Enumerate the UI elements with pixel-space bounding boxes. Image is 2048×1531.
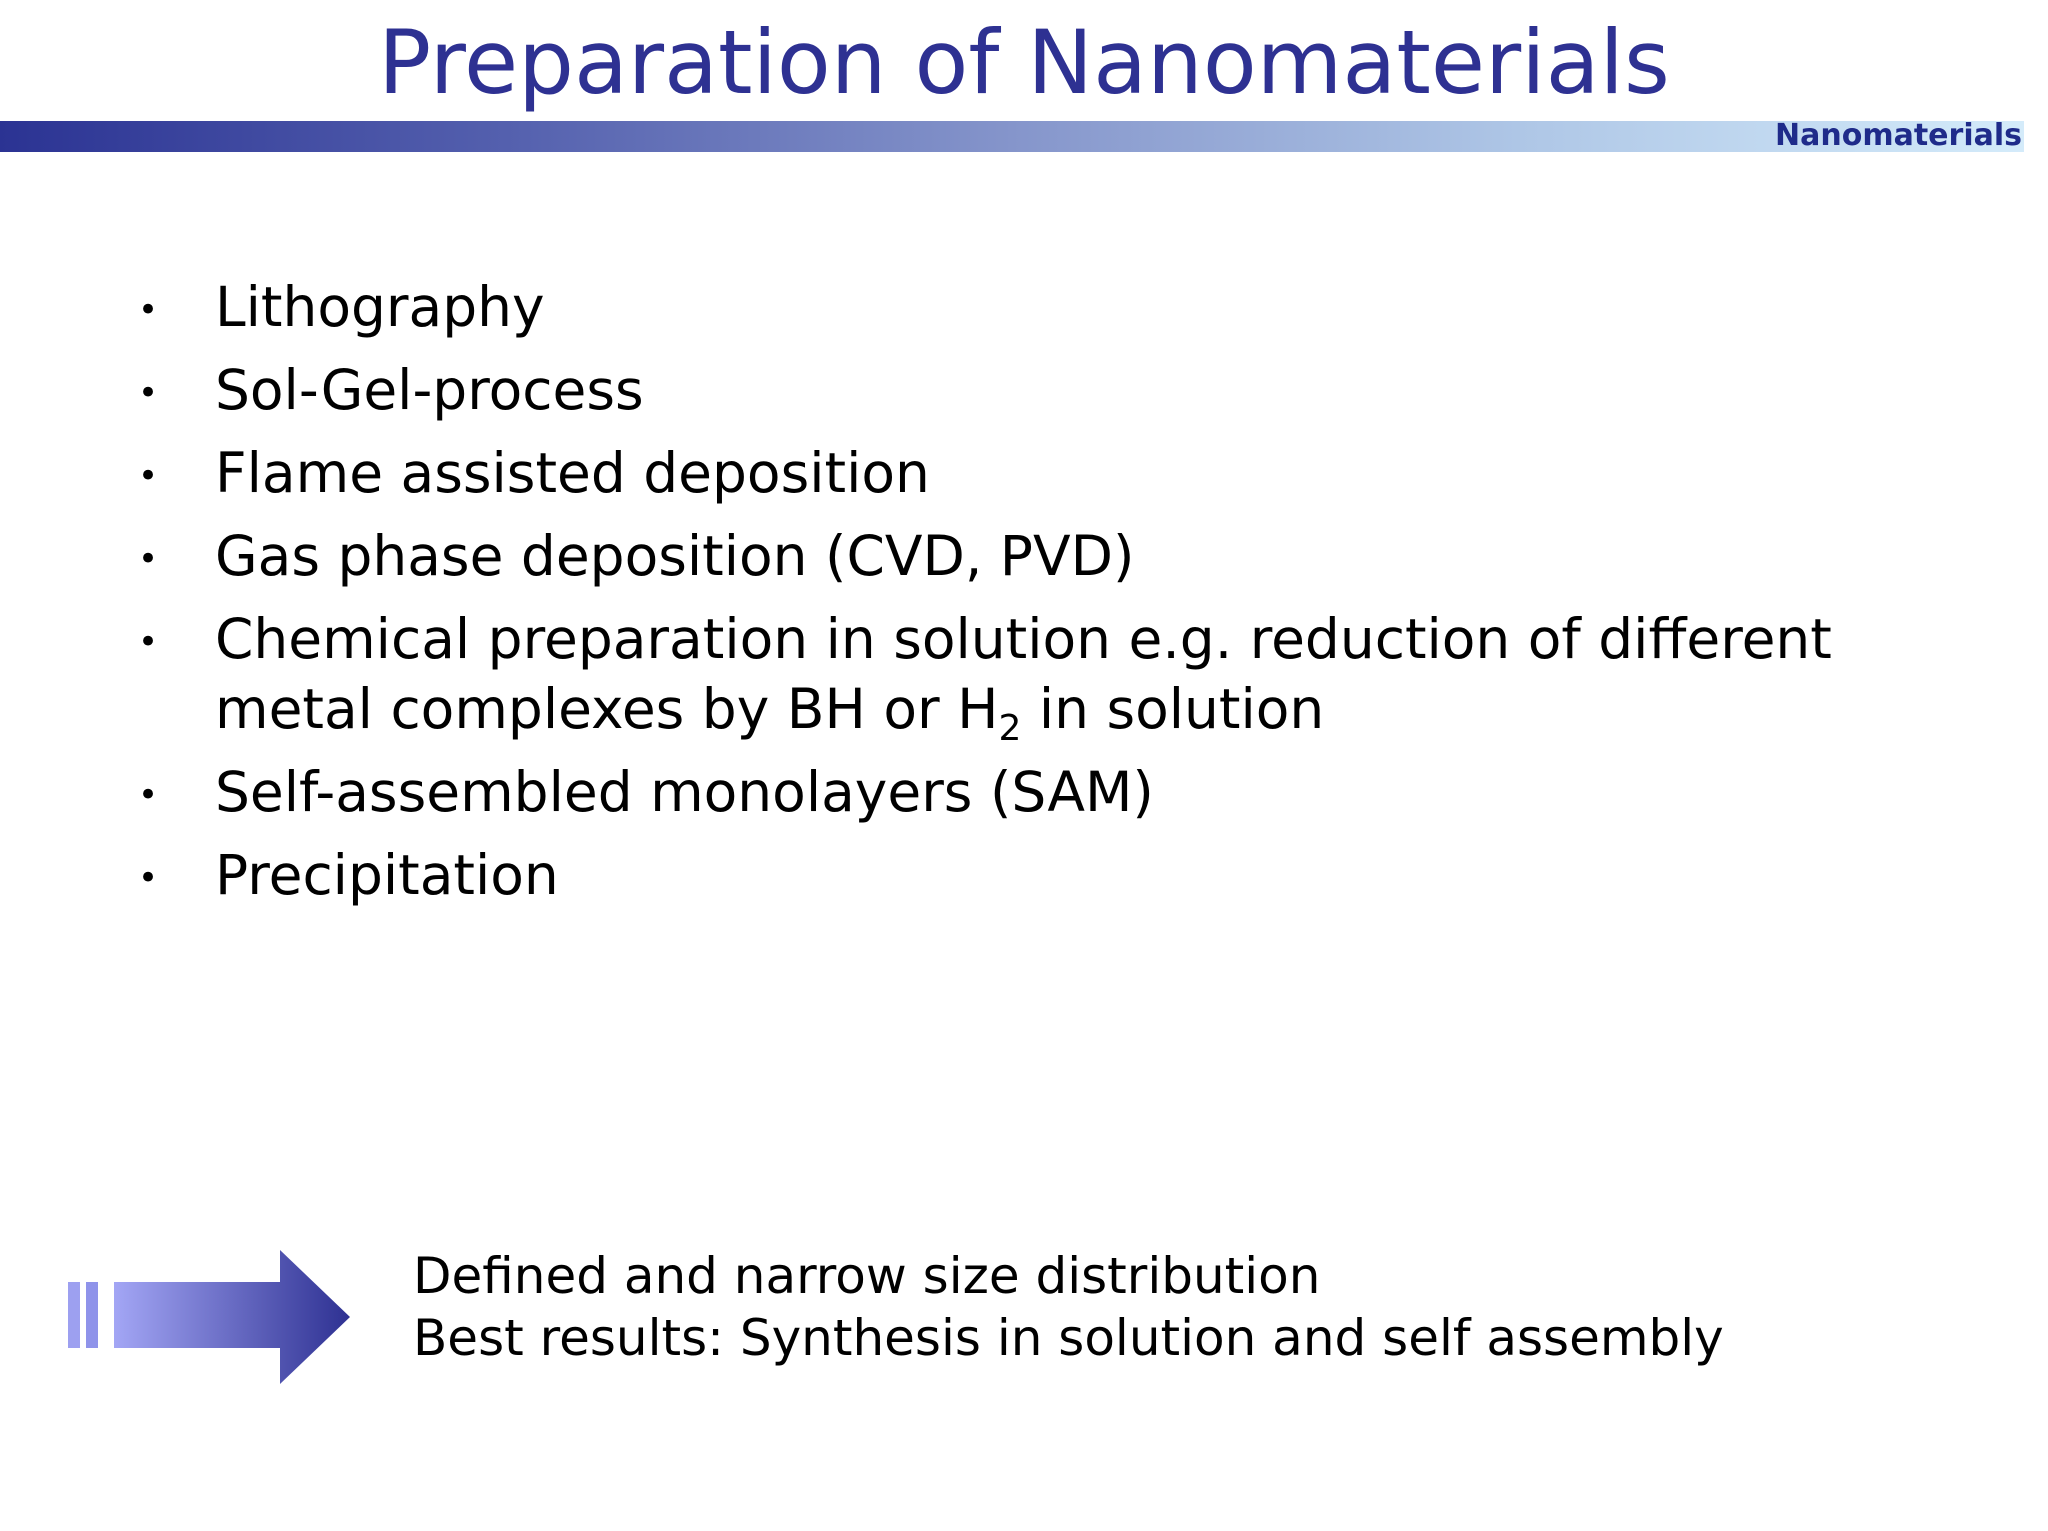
bullet-text-line2-suffix: in solution [1021, 677, 1325, 741]
conclusion-text [413, 1245, 1724, 1369]
right-arrow-icon [68, 1250, 358, 1385]
conclusion-line2: Best results: Synthesis in solution and self assembly [413, 1309, 1724, 1367]
bullet-dot: • [138, 290, 159, 330]
conclusion-line1: Defined and narrow size distribution [413, 1247, 1321, 1305]
bullet-text [215, 604, 1915, 749]
bullet-dot: • [138, 775, 159, 815]
bullet-dot: • [138, 539, 159, 579]
bullet-dot: • [138, 456, 159, 496]
bullet-text: Lithography [215, 275, 545, 339]
header-gradient-bar [0, 121, 2024, 152]
bullet-text: Sol-Gel-process [215, 358, 644, 422]
bullet-text-line2 [215, 677, 1325, 749]
bullet-text: Precipitation [215, 843, 559, 907]
bullet-text: Gas phase deposition (CVD, PVD) [215, 524, 1135, 588]
bullet-dot: • [138, 373, 159, 413]
bullet-text: Flame assisted deposition [215, 441, 930, 505]
subscript: 2 [998, 708, 1022, 749]
header-label: Nanomaterials [1775, 118, 2022, 153]
slide-title: Preparation of Nanomaterials [378, 11, 1670, 114]
bullet-text-line1: Chemical preparation in solution e.g. reduction of different [215, 607, 1832, 671]
bullet-dot: • [138, 622, 159, 662]
bullet-text-line2-prefix: metal complexes by BH or H [215, 677, 999, 741]
bullet-dot: • [138, 858, 159, 898]
bullet-text: Self-assembled monolayers (SAM) [215, 760, 1154, 824]
